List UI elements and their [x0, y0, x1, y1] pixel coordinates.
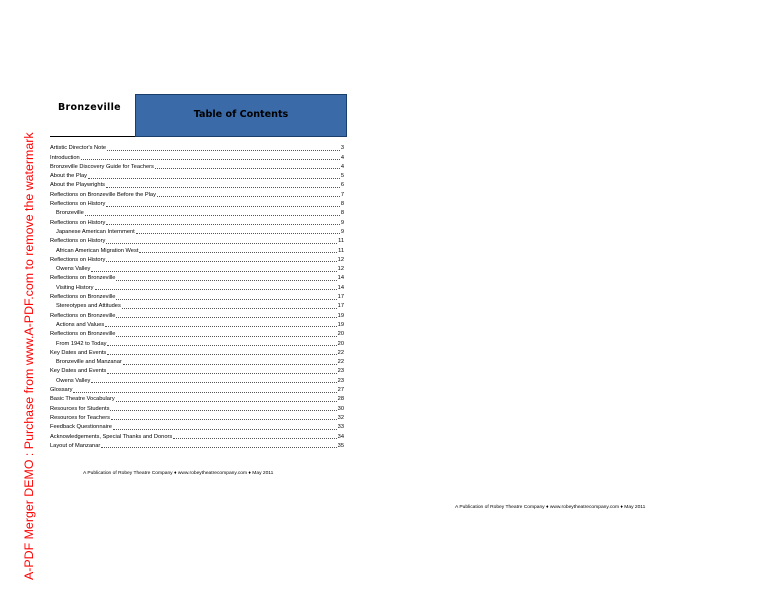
watermark-text: A-PDF Merger DEMO : Purchase from www.A-PDF.com to remove the watermark: [22, 132, 36, 580]
toc-entry-page: 22: [337, 359, 344, 366]
toc-entry[interactable]: [50, 208, 344, 217]
toc-leader-dots: [173, 433, 336, 439]
toc-leader-dots: [106, 219, 340, 225]
toc-entry-label: African American Migration West: [56, 247, 139, 254]
toc-entry-page: 23: [337, 377, 344, 384]
table-of-contents: [50, 143, 344, 450]
toc-entry-page: 9: [340, 219, 344, 226]
toc-entry-label: Visiting History: [56, 284, 94, 291]
toc-entry[interactable]: [50, 255, 344, 264]
toc-leader-dots: [155, 163, 340, 169]
toc-entry[interactable]: [50, 180, 344, 189]
toc-leader-dots: [116, 331, 336, 337]
toc-entry-page: 6: [340, 182, 344, 189]
toc-entry[interactable]: [50, 310, 344, 319]
toc-leader-dots: [95, 284, 337, 290]
toc-entry[interactable]: [50, 171, 344, 180]
header-section-box: [135, 94, 347, 137]
toc-leader-dots: [157, 191, 340, 197]
toc-entry[interactable]: [50, 338, 344, 347]
toc-entry-page: 3: [340, 145, 344, 152]
toc-entry-page: 8: [340, 201, 344, 208]
toc-entry-label: Basic Theatre Vocabulary: [50, 396, 115, 403]
toc-entry-page: 22: [337, 349, 344, 356]
toc-entry[interactable]: [50, 385, 344, 394]
toc-entry-label: Key Dates and Events: [50, 368, 107, 375]
toc-leader-dots: [107, 368, 336, 374]
toc-entry-page: 12: [337, 256, 344, 263]
toc-entry-page: 28: [337, 396, 344, 403]
toc-entry-label: Bronzeville and Manzanar: [56, 359, 122, 366]
toc-entry-page: 33: [337, 424, 344, 431]
toc-entry-page: 11: [338, 247, 344, 254]
toc-entry[interactable]: [50, 394, 344, 403]
toc-leader-dots: [88, 173, 340, 179]
toc-entry-label: Reflections on History: [50, 256, 106, 263]
toc-leader-dots: [107, 145, 340, 151]
toc-entry[interactable]: [50, 189, 344, 198]
toc-entry-page: 27: [337, 387, 344, 394]
toc-entry[interactable]: [50, 413, 344, 422]
toc-leader-dots: [123, 359, 337, 365]
toc-leader-dots: [91, 377, 336, 383]
toc-entry-label: Reflections on Bronzeville: [50, 275, 116, 282]
toc-entry[interactable]: [50, 245, 344, 254]
toc-entry-label: Bronzeville Discovery Guide for Teachers: [50, 163, 154, 170]
toc-entry-page: 14: [337, 284, 344, 291]
toc-entry-label: Reflections on Bronzeville: [50, 312, 116, 319]
toc-entry-page: 8: [340, 210, 344, 217]
toc-entry-page: 19: [337, 312, 344, 319]
toc-entry[interactable]: [50, 329, 344, 338]
toc-entry[interactable]: [50, 152, 344, 161]
toc-entry-page: 20: [337, 331, 344, 338]
toc-entry[interactable]: [50, 348, 344, 357]
toc-entry[interactable]: [50, 282, 344, 291]
toc-leader-dots: [101, 442, 336, 448]
toc-entry-page: 35: [337, 442, 344, 449]
toc-entry[interactable]: [50, 375, 344, 384]
toc-entry-label: Acknowledgements, Special Thanks and Donors: [50, 433, 173, 440]
toc-entry-page: 19: [337, 321, 344, 328]
toc-entry-page: 17: [337, 294, 344, 301]
toc-entry-label: Reflections on Bronzeville: [50, 294, 116, 301]
toc-leader-dots: [107, 349, 336, 355]
toc-entry-label: Resources for Teachers: [50, 414, 110, 421]
toc-leader-dots: [105, 321, 336, 327]
toc-entry-page: 17: [337, 303, 344, 310]
toc-entry-page: 7: [340, 191, 344, 198]
toc-entry[interactable]: [50, 162, 344, 171]
toc-entry-page: 34: [337, 433, 344, 440]
toc-entry-label: Owens Valley: [56, 266, 91, 273]
toc-entry[interactable]: [50, 301, 344, 310]
toc-entry-label: Reflections on History: [50, 201, 106, 208]
watermark: [0, 0, 46, 593]
header-title: Bronzeville: [58, 102, 121, 113]
toc-leader-dots: [116, 294, 336, 300]
toc-entry-label: Reflections on Bronzeville: [50, 331, 116, 338]
toc-entry-page: 20: [337, 340, 344, 347]
toc-entry-label: Reflections on Bronzeville Before the Play: [50, 191, 156, 198]
toc-entry[interactable]: [50, 431, 344, 440]
toc-entry[interactable]: [50, 273, 344, 282]
toc-entry-label: Layout of Manzanar: [50, 442, 101, 449]
toc-entry[interactable]: [50, 441, 344, 450]
toc-leader-dots: [110, 405, 336, 411]
toc-leader-dots: [139, 247, 337, 253]
toc-entry[interactable]: [50, 357, 344, 366]
toc-leader-dots: [106, 201, 340, 207]
toc-leader-dots: [116, 312, 336, 318]
toc-entry-page: 23: [337, 368, 344, 375]
toc-entry-page: 11: [338, 238, 344, 245]
toc-entry[interactable]: [50, 199, 344, 208]
toc-entry[interactable]: [50, 217, 344, 226]
toc-entry[interactable]: [50, 403, 344, 412]
toc-leader-dots: [85, 210, 340, 216]
toc-entry[interactable]: [50, 366, 344, 375]
toc-entry-label: From 1942 to Today: [56, 340, 107, 347]
toc-leader-dots: [106, 238, 337, 244]
toc-entry-page: 4: [340, 163, 344, 170]
toc-entry[interactable]: [50, 292, 344, 301]
toc-entry[interactable]: [50, 236, 344, 245]
toc-entry[interactable]: [50, 422, 344, 431]
toc-entry-page: 12: [337, 266, 344, 273]
toc-leader-dots: [106, 256, 336, 262]
toc-entry-label: Japanese American Internment: [56, 228, 135, 235]
header-title-box: [50, 94, 135, 137]
toc-entry[interactable]: [50, 143, 344, 152]
toc-entry[interactable]: [50, 227, 344, 236]
toc-entry-label: Stereotypes and Attitudes: [56, 303, 121, 310]
toc-entry-page: 32: [337, 414, 344, 421]
toc-entry-page: 5: [340, 173, 344, 180]
toc-leader-dots: [116, 396, 337, 402]
toc-leader-dots: [122, 303, 337, 309]
toc-entry-label: Actions and Values: [56, 321, 105, 328]
toc-entry-page: 9: [340, 228, 344, 235]
toc-entry-label: Owens Valley: [56, 377, 91, 384]
header-section-title: Table of Contents: [193, 109, 289, 120]
toc-entry-page: 30: [337, 405, 344, 412]
toc-entry-label: About the Playwrights: [50, 182, 106, 189]
toc-leader-dots: [113, 424, 337, 430]
toc-leader-dots: [116, 275, 336, 281]
toc-entry-page: 4: [340, 154, 344, 161]
toc-entry-label: Resources for Students: [50, 405, 110, 412]
toc-entry-label: About the Play: [50, 173, 87, 180]
toc-entry-label: Key Dates and Events: [50, 349, 107, 356]
toc-entry-label: Reflections on History: [50, 219, 106, 226]
footer-left: A Publication of Robey Theatre Company ♦ www.robeytheatrecompany.com ♦ May 2011: [83, 471, 274, 476]
toc-leader-dots: [136, 228, 340, 234]
toc-entry-label: Feedback Questionnaire: [50, 424, 112, 431]
page-header: [50, 94, 347, 137]
toc-leader-dots: [91, 266, 336, 272]
toc-entry[interactable]: [50, 320, 344, 329]
toc-leader-dots: [106, 182, 340, 188]
toc-entry-label: Reflections on History: [50, 238, 106, 245]
toc-leader-dots: [107, 340, 336, 346]
footer-right: A Publication of Robey Theatre Company ♦ www.robeytheatrecompany.com ♦ May 2011: [455, 505, 646, 510]
toc-leader-dots: [81, 154, 340, 160]
toc-entry-label: Artistic Director's Note: [50, 145, 107, 152]
toc-leader-dots: [111, 414, 337, 420]
toc-entry-page: 14: [337, 275, 344, 282]
toc-entry-label: Glossary: [50, 387, 73, 394]
toc-entry-label: Introduction: [50, 154, 80, 161]
toc-entry[interactable]: [50, 264, 344, 273]
toc-entry-label: Bronzeville: [56, 210, 84, 217]
toc-leader-dots: [73, 387, 336, 393]
